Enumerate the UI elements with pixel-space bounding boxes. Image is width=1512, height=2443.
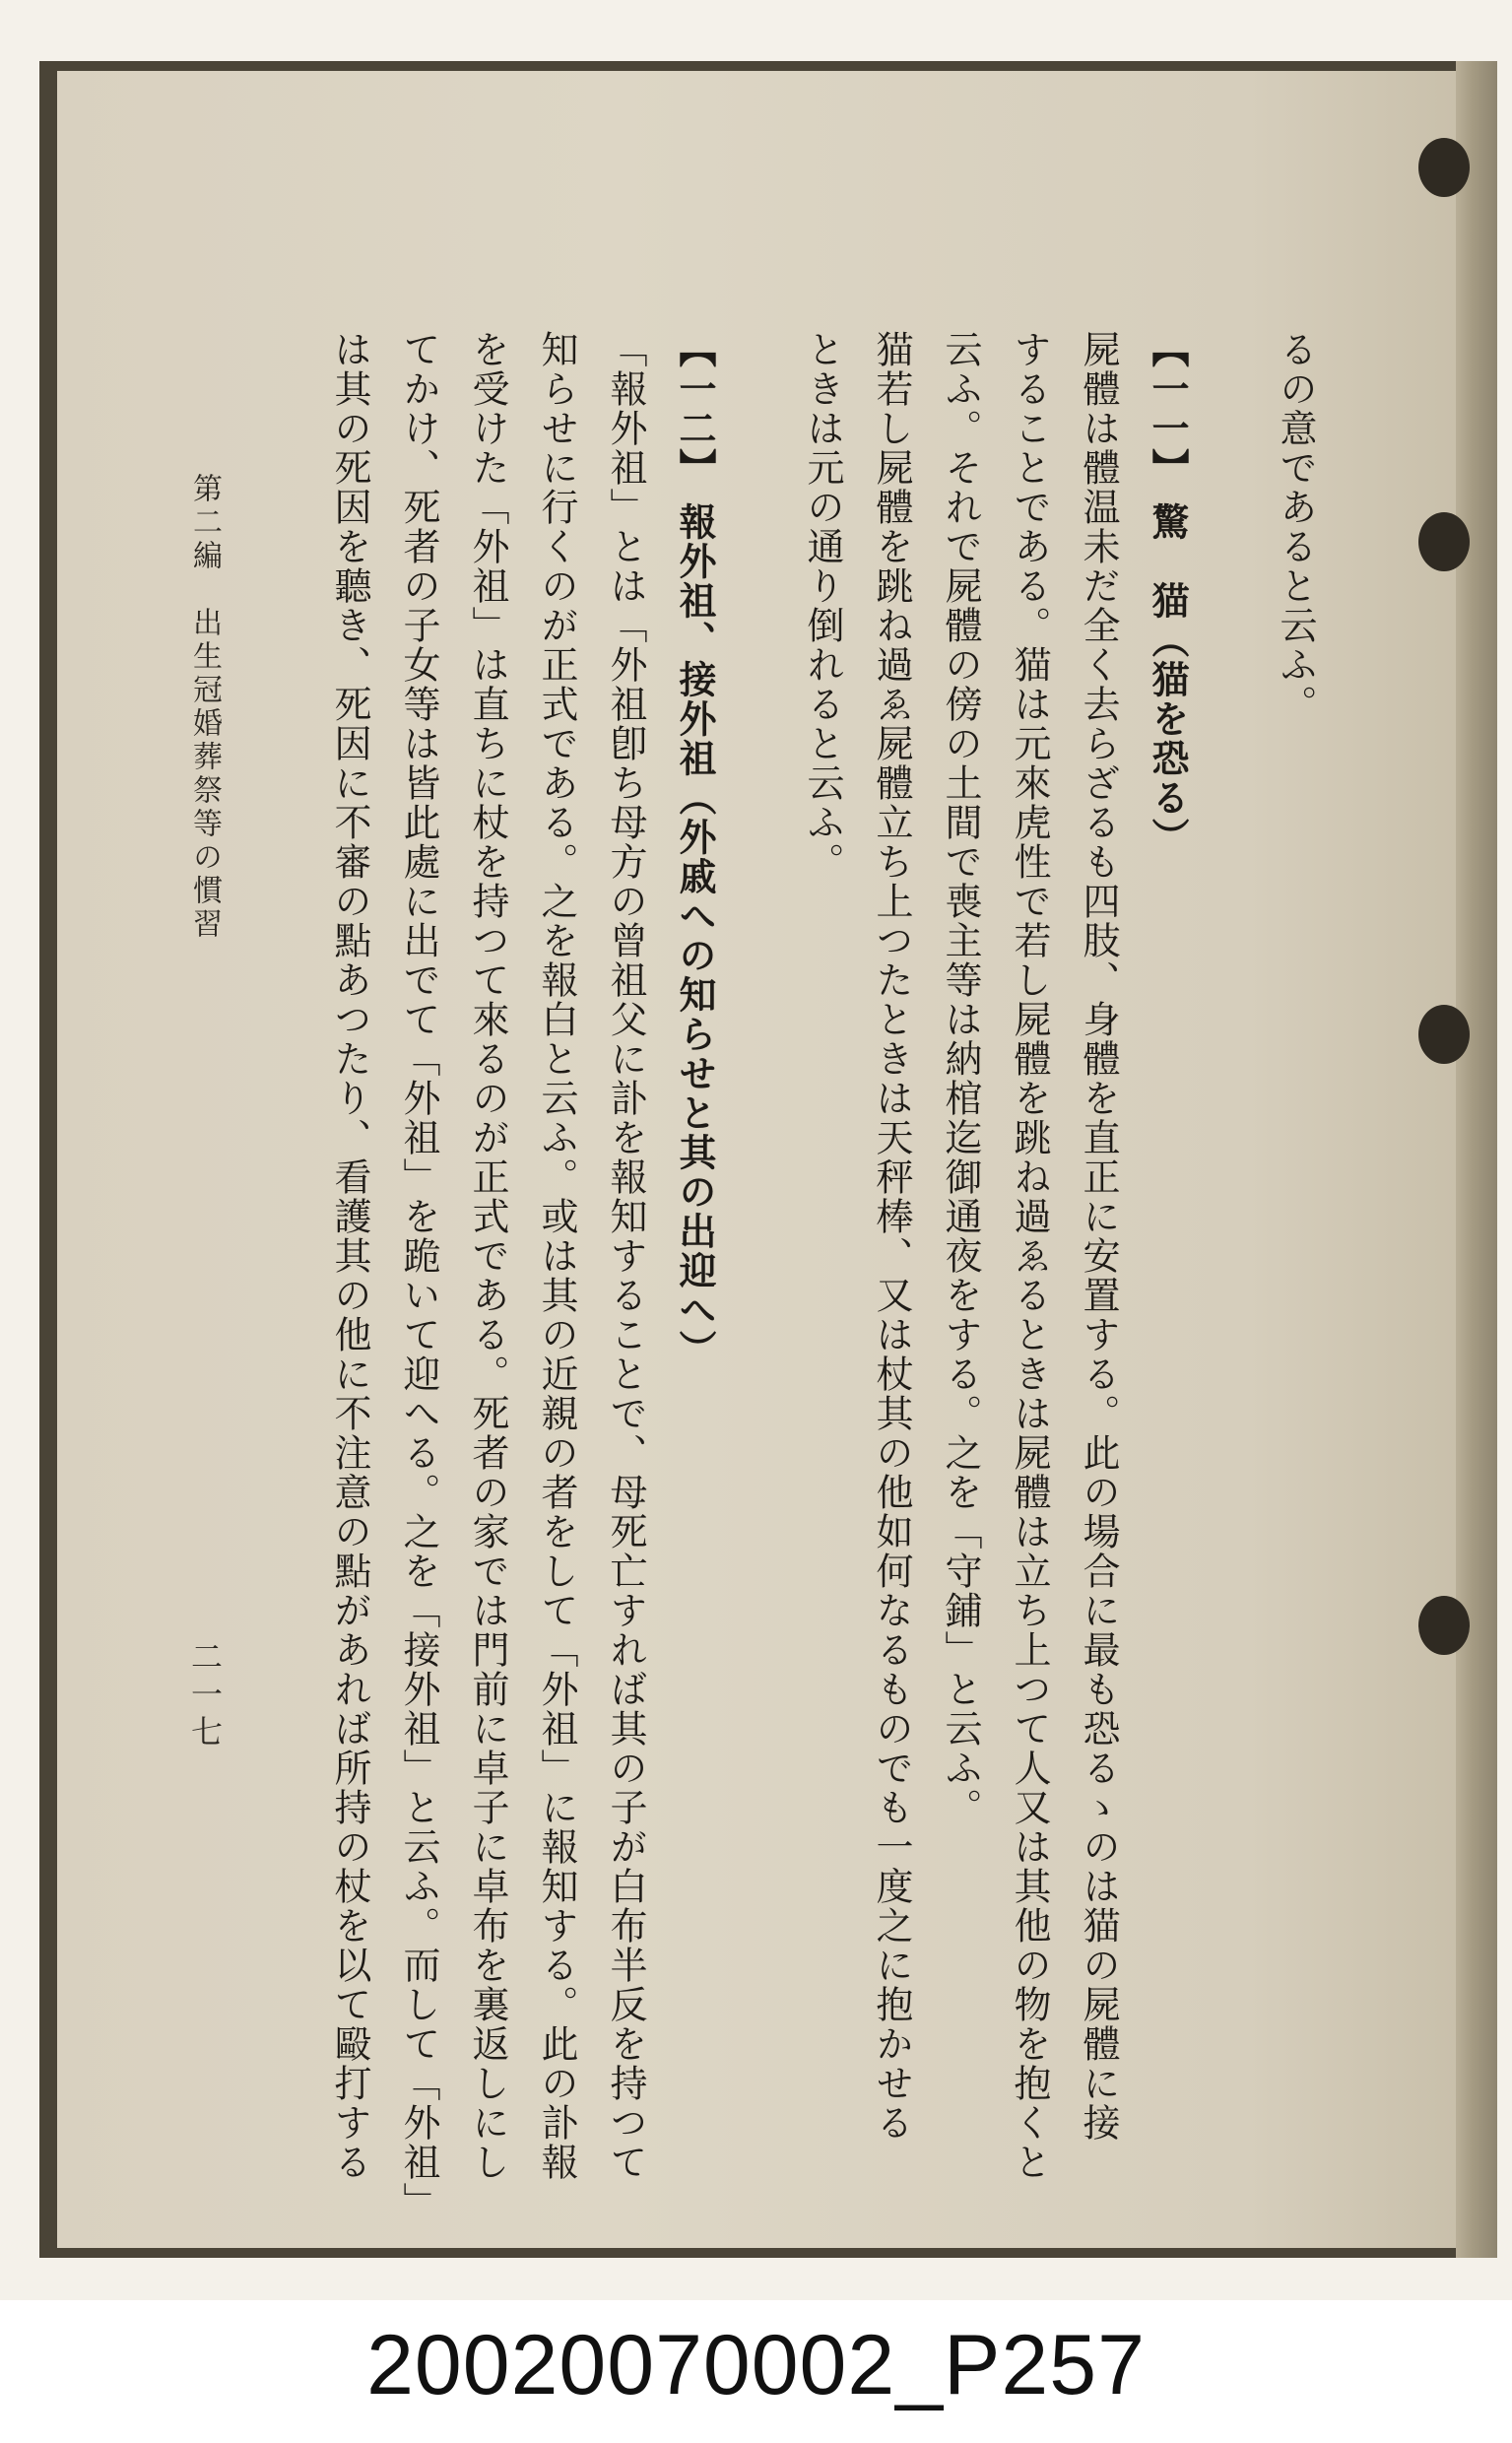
- running-head: 第二編 出生冠婚葬祭等の慣習: [187, 473, 222, 942]
- binding-hole: [1418, 512, 1470, 571]
- page-number: 二一七: [186, 1640, 224, 1752]
- text-column: るの意であると云ふ。: [1274, 330, 1317, 724]
- section-heading-12: 【一二】 報外祖、接外祖（外戚への知らせと其の出迎へ）: [673, 330, 716, 1370]
- text-column: は其の死因を聽き、死因に不審の點あつたり、看護其の他に不注意の點があれば所持の杖を以て毆打する: [328, 330, 371, 2182]
- text-column: 「報外祖」とは「外祖卽ち母方の曾祖父に訃を報知することで、母死亡すれば其の子が白布半反を持つて: [604, 330, 647, 2182]
- section-heading-11: 【一一】 驚 猫（猫を恐る）: [1146, 330, 1189, 858]
- text-column: 知らせに行くのが正式である。之を報白と云ふ。或は其の近親の者をして「外祖」に報知する。此の訃報: [535, 330, 578, 2182]
- text-column: 云ふ。それで屍體の傍の土間で喪主等は納棺迄御通夜をする。之を「守鋪」と云ふ。: [939, 330, 982, 1827]
- text-column: ときは元の通り倒れると云ふ。: [801, 330, 844, 882]
- image-id-caption: 20020070002_P257: [366, 2318, 1146, 2412]
- column-gap: [1202, 330, 1261, 2024]
- binding-hole: [1418, 1596, 1470, 1655]
- text-column: てかけ、死者の子女等は皆此處に出でて「外祖」を跪いて迎へる。之を「接外祖」と云ふ。而して「外祖」: [397, 330, 440, 2221]
- binding-hole: [1418, 138, 1470, 197]
- text-column: することである。猫は元來虎性で若し屍體を跳ね過ゑるときは屍體は立ち上つて人又は其他の物を抱くと: [1008, 330, 1051, 2182]
- vertical-text-block: [246, 330, 1330, 2221]
- text-column: を受けた「外祖」は直ちに杖を持つて來るのが正式である。死者の家では門前に卓子に卓布を裏返しにし: [466, 330, 509, 2182]
- text-column: 屍體は體温未だ全く去らざるも四肢、身體を直正に安置する。此の場合に最も恐るゝのは猫の屍體に接: [1077, 330, 1120, 2143]
- column-gap: [729, 330, 788, 2024]
- book-spine: [1456, 61, 1497, 2258]
- text-column: 猫若し屍體を跳ね過ゑ屍體立ち上つたときは天秤棒、又は杖其の他如何なるものでも一度之に抱かせる: [870, 330, 913, 2143]
- binding-hole: [1418, 1005, 1470, 1064]
